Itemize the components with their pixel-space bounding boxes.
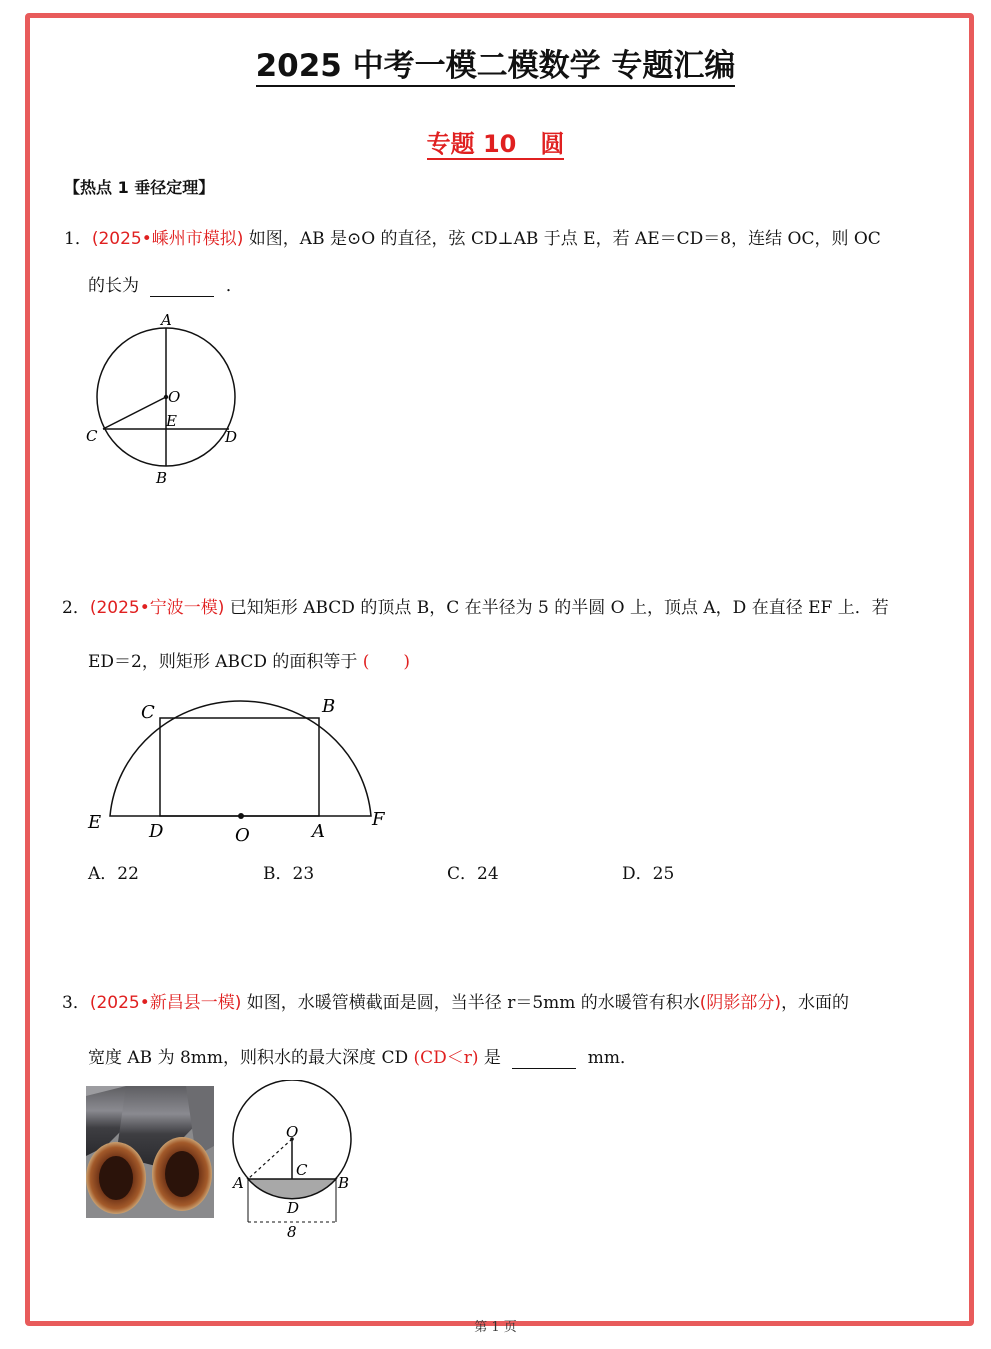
- page-footer: 第 1 页: [474, 1320, 517, 1335]
- label-width: 8: [287, 1223, 297, 1241]
- label-a: A: [161, 311, 172, 329]
- segment-oc: [103, 397, 166, 429]
- label-e: E: [88, 812, 102, 833]
- question-1-figure: [80, 308, 250, 490]
- label-f: F: [372, 809, 385, 830]
- answer-bracket-2[interactable]: ( ): [362, 652, 411, 672]
- question-3-line-1: 3．(2025•新昌县一模) 如图，水暖管横截面是圆，当半径 r＝5mm 的水暖管有积水(阴影部分)，水面的: [62, 993, 850, 1013]
- label-o: O: [286, 1123, 299, 1141]
- label-o: O: [235, 825, 250, 846]
- rectangle-abcd: [160, 718, 319, 816]
- option-d[interactable]: D．25: [622, 864, 675, 884]
- label-c: C: [141, 702, 155, 723]
- question-2-line-1: 2．(2025•宁波一模) 已知矩形 ABCD 的顶点 B，C 在半径为 5 的半圆 O 上，顶点 A，D 在直径 EF 上．若: [62, 598, 889, 618]
- option-c[interactable]: C．24: [447, 864, 499, 884]
- label-e: E: [166, 412, 177, 430]
- question-3-figure: [228, 1080, 360, 1242]
- page-title: 2025 中考一模二模数学 专题汇编: [0, 40, 991, 85]
- label-o: O: [168, 388, 181, 406]
- label-d: D: [287, 1199, 300, 1217]
- question-2-line-2: ED＝2，则矩形 ABCD 的面积等于 ( ): [88, 652, 411, 672]
- center-point: [238, 813, 244, 819]
- water-region: [248, 1179, 336, 1199]
- answer-blank-1[interactable]: [150, 276, 214, 297]
- answer-blank-3[interactable]: [512, 1048, 576, 1069]
- label-b: B: [156, 469, 168, 487]
- question-3-line-2: 宽度 AB 为 8mm，则积水的最大深度 CD (CD＜r) 是 mm．: [88, 1048, 637, 1068]
- pipes-photo: [86, 1086, 214, 1218]
- section-heading: 【热点 1 垂径定理】: [64, 178, 215, 197]
- label-a: A: [312, 821, 325, 842]
- option-a[interactable]: A．22: [88, 864, 139, 884]
- question-2-figure: [82, 686, 402, 848]
- label-c: C: [296, 1161, 308, 1179]
- question-1-line-2: 的长为 ．: [88, 276, 243, 296]
- label-b: B: [338, 1174, 350, 1192]
- radius-oa: [248, 1139, 292, 1179]
- label-c: C: [86, 427, 98, 445]
- label-d: D: [149, 821, 164, 842]
- label-b: B: [322, 696, 336, 717]
- label-a: A: [233, 1174, 244, 1192]
- question-1-line-1: 1．(2025•嵊州市模拟) 如图，AB 是⊙O 的直径，弦 CD⊥AB 于点 E，若 AE＝CD＝8，连结 OC，则 OC: [64, 229, 881, 249]
- label-d: D: [225, 428, 238, 446]
- topic-subtitle: 专题 10 圆: [426, 130, 565, 158]
- option-b[interactable]: B．23: [263, 864, 315, 884]
